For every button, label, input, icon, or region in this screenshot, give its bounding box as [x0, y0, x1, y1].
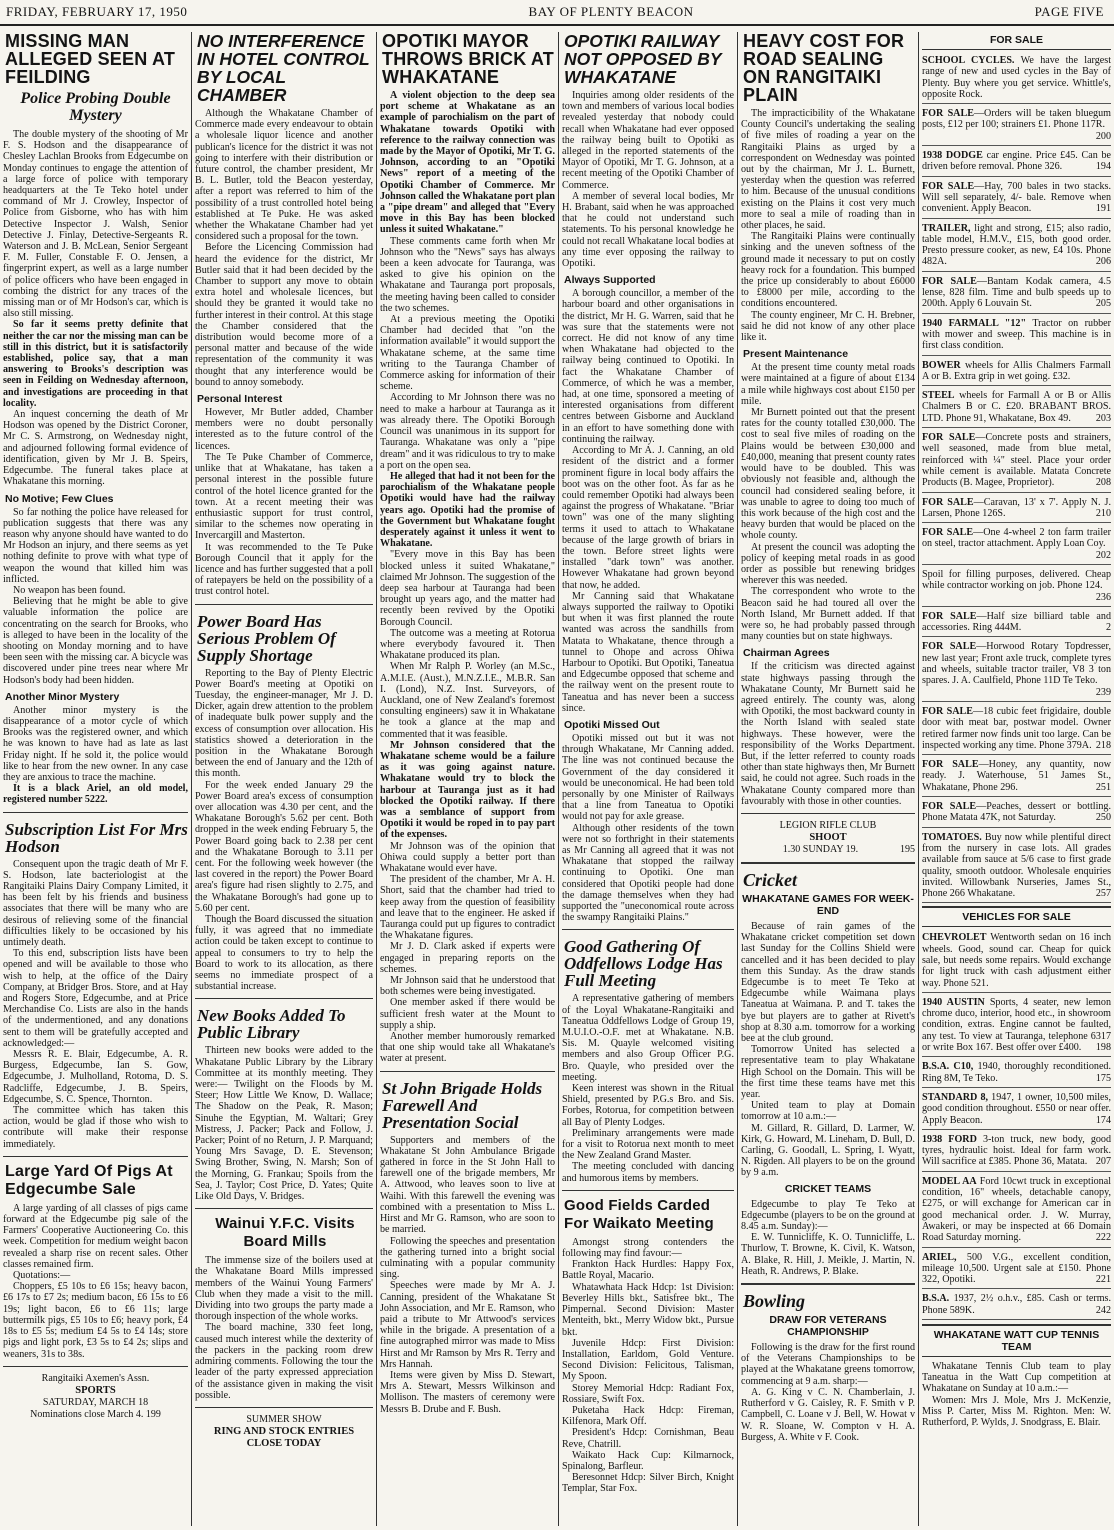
- article-paragraph: To this end, subscription lists have been opened and will be available to those who wish to help, at the office of the Dairy Company, at Bridger Bros. Store, and at Hay and Rogers Store, Edgecumbe, and at Price Merchandise Co. Lists are also in the hands of the undermentioned, and any donations sent to them will be gratefully accepted and acknowledged:—: [3, 948, 188, 1049]
- ad-text: Sports, 4 seater, new lemon chrome duco, interior, hood etc., in showroom condition, extras. Engine cannot be faulted, any test. To view at Tauranga, telephone 6317 or write Box 167. Best offer over £400.: [922, 996, 1111, 1054]
- headline-opotiki-mayor: OPOTIKI MAYOR THROWS BRICK AT WHAKATANE: [382, 32, 554, 87]
- article-paragraph: Preliminary arrangements were made for a visit to Rotorua next month to meet the New Zealand Grand Master.: [562, 1127, 734, 1162]
- ad-text: We have the largest range of new and used cycles in the Bay of Plenty. Buy where you get service. Whittle's, opposite Rock.: [922, 55, 1111, 100]
- article-paragraph: Amongst strong contenders the following may find favour:—: [562, 1236, 734, 1260]
- ad-number: 191: [1095, 203, 1111, 215]
- classified-ad: [922, 640, 1111, 701]
- headline-bowling: Bowling: [743, 1291, 806, 1312]
- subheading: Always Supported: [564, 274, 656, 287]
- headline-st-john: St John Brigade Holds Farewell And Presentation Social: [382, 1078, 543, 1132]
- article-paragraph: The county engineer, Mr C. H. Brebner, said he did not know of any other place like it.: [741, 309, 915, 344]
- article-paragraph: At the present time county metal roads were maintained at a figure of about £134 a mile while highways cost about £150 per mile.: [741, 362, 915, 407]
- ad-text: light and strong, £15; also radio, table model, H.M.V., £15, both good order. Presto pressure cooker, as new, £4 10s. Phone 482A.: [922, 222, 1111, 268]
- article-paragraph: The immense size of the boilers used at the Whakatane Board Mills impressed members of the Wainui Young Farmers' Club when they made a visit to the mill. Dividing into two groups the party made a thorough inspection of the whole works.: [195, 1255, 373, 1323]
- for-sale-list: [922, 54, 1111, 903]
- article-paragraph: Consequent upon the tragic death of Mr F. S. Hodson, late bacteriologist at the Rangitaiki Plains Dairy Company Limited, it has been felt by his friends and business associates that there will be many who are desirous of relieving some of the financial difficulties likely to be occasioned by his untimely death.: [3, 858, 188, 948]
- race-entry: Beresonnet Hdcp: Silver Birch, Knight Templar, Star Fox.: [562, 1472, 734, 1495]
- classified-ad: [922, 1133, 1111, 1172]
- ad-number: 251: [1095, 781, 1111, 793]
- ad-text: 1947, 1 owner, 10,500 miles, good condition throughout. £550 or near offer. Apply Beacon.: [922, 1091, 1111, 1126]
- article-paragraph: However, Mr Butler added, Chamber members were no doubt personally interested as to the future control of the licences.: [195, 407, 373, 452]
- ad-text: —Hay, 700 bales in two stacks. Will sell separately, 4/- bale. Remove when convenient. Apply Beacon.: [922, 180, 1111, 215]
- ad-number: 250: [1095, 812, 1111, 824]
- article-paragraph: The board machine, 330 feet long, caused much interest while the dexterity of the packers in the packing room drew admiring comments. Following the tour the leader of the party expressed appreciation of the assistance given in making the visit possible.: [195, 1322, 373, 1401]
- ad-number: 194: [1095, 161, 1111, 173]
- ad-keyword: FOR SALE: [922, 610, 977, 622]
- ad-keyword: BOWER: [922, 359, 961, 371]
- classified-ad: [922, 149, 1111, 177]
- article-paragraph: Messrs R. E. Blair, Edgecumbe, A. R. Burgess, Edgecumbe, Ian S. Gow, Edgecumbe, J. Mulholland, Rotoma, D. S. Radcliffe, Edgecumbe, J. B. Speirs, Edgecumbe, S. C. Spence, Thornton.: [3, 1049, 188, 1105]
- notice-line: CLOSE TODAY: [246, 1437, 322, 1449]
- divider: [3, 1156, 188, 1157]
- article-paragraph: Whakatane Tennis Club team to play Taneatua in the Watt Cup competition at Whakatane on Sunday at 10 a.m.:—: [922, 1361, 1111, 1395]
- ad-keyword: B.S.A.: [922, 1293, 950, 1305]
- article-paragraph: Another minor mystery is the disappearance of a motor cycle of which Brooks was the registered owner, and which he was known to have had as late as last Friday night. If he sold it, the police would like to hear from the new owner. In any case they are anxious to trace the machine.: [3, 704, 188, 783]
- headline-no-interference: NO INTERFERENCE IN HOTEL CONTROL BY LOCAL CHAMBER: [197, 32, 370, 105]
- article-paragraph: Although other residents of the town were not so forthright in their statements as Mr Canning all agreed that it was not Whakatane that stopped the railway continuing to Opotiki. One man considered that Opotiki people had done the damage themselves when they had supported the "uneconomical route across the swampy Rangitaiki Plains.": [562, 822, 734, 924]
- article-paragraph: Although the Whakatane Chamber of Commerce made every endeavour to obtain a wholesale liquor licence and another publican's licence for the district it was not going to interfere with their distribution or future control, the chamber president, Mr B. L. Butler, told the Beacon yesterday, after a report was referred to him of the possibility of a trust controlled hotel being established at Te Puke. He was asked whether the Whakatane Chamber had yet considered such a proposal for the town.: [195, 108, 373, 243]
- ad-keyword: 1940 FARMALL "12": [922, 317, 1027, 329]
- ad-text: —One 4-wheel 2 ton farm trailer on steel, tractor attachment. Apply Loan Coy.: [922, 527, 1111, 550]
- divider: [195, 1407, 373, 1408]
- ad-text: —Peaches, dessert or bottling. Phone Matata 47K, not Saturday.: [922, 801, 1112, 824]
- article-paragraph: These comments came forth when Mr Johnson who the "News" says has always been a keen advocate for Tauranga, was asked to give his opinion on the Whakatane and Tauranga port proposals, the meeting having been called to consider the two schemes.: [380, 235, 555, 314]
- article-paragraph: The Rangitaiki Plains were continually sinking and the uneven softness of the ground made it necessary to put on costly heavy rock for a foundation. This bumped the price up considerably to about £6000 to £8000 per mile, according to the conditions encountered.: [741, 231, 915, 310]
- article-paragraph: Thirteen new books were added to the Whakatane Public Library by the Library Committee at its monthly meeting. They were:— Twilight on the Floods by M. Steer; How Little We Know, D. Wallace; The Shadow on the Peak, R. Mason; Sinuhe the Egyptian, M. Waltari; Grey Mistress, J. Packer; Pack and Follow, J. Packer; Point of no Return, J. P. Marquand; Young Mrs Savage, D. E. Stevenson; Swing Brother, Swing, N. Marsh; Son of the Morning, G. Frankau; Spoils from the Sea, J. Taylor; Cost Price, D. Yates; Quite Like Old Days, V. Bridges.: [195, 1045, 373, 1203]
- article-paragraph: M. Gillard, R. Gillard, D. Larmer, W. Kirk, G. Howard, M. Lineham, D. Bull, D. Carling, G. Goodall, L. Spring, I. Wyatt, N. Rigden. All players to be on the ground by 9 a.m.: [741, 1122, 915, 1179]
- classified-ad: [922, 1091, 1111, 1130]
- article-paragraph: Following is the draw for the first round of the Veterans Championships to be played at the Whakatane greens tomorrow, commencing at 9 a.m. sharp:—: [741, 1342, 915, 1387]
- ad-text: —Caravan, 13' x 7'. Apply N. J. Larsen, Phone 126S.: [922, 496, 1111, 519]
- ad-number: 202: [1095, 549, 1111, 561]
- article-paragraph: The Te Puke Chamber of Commerce, unlike that at Whakatane, has taken a personal interest in the possible future control of the hotel licence granted for the town. At a recent meeting their was enthusiastic support for trust control, similar to the schemes now operating in Invercargill and Masterton.: [195, 451, 373, 542]
- article-paragraph: If the criticism was directed against state highways passing through the Whakatane County, Mr Burnett said he agreed entirely. The county was, along with Opotiki, the most backward county in the North Island with sealed state highways. These however, were the responsibility of the Works Department. But, if the letter referred to county roads other than state highways then, Mr Burnett said, he could not agree. Such roads in the Whakatane County compared more than favourably with those in other counties.: [741, 661, 915, 807]
- article-paragraph: It is a black Ariel, an old model, registered number 5222.: [3, 783, 188, 806]
- ad-text: —18 cubic feet frigidaire, double door with meat bar, postwar model. Owner retired farmer now finds unit too large. Can be inspected working any time. Phone 379A.: [922, 705, 1111, 751]
- column-2: [192, 32, 376, 1526]
- classified-ad: [922, 54, 1111, 104]
- ad-number: 174: [1095, 1114, 1111, 1126]
- article-paragraph: The outcome was a meeting at Rotorua where everybody favoured it. Then Whakatane produced its plan.: [380, 627, 555, 662]
- article-paragraph: For the week ended January 29 the Power Board area's excess of consumption over allocation was 4.30 per cent, and the Whakatane Borough's 5.62 per cent. Both dropped in the week ending February 5, the Power Board going back to 2.38 per cent and the Whakatane Borough to 3.11 per cent. For the following week however (the last covered in the report) the Power Board area's figure had risen slightly to 2.75, and the Whakatane Borough's had gone up to 5.60 per cent.: [195, 779, 373, 914]
- ad-number: 175: [1095, 1072, 1111, 1084]
- ad-text: car engine. Price £45. Can be driven before removal. Phone 326.: [922, 150, 1111, 173]
- article-paragraph: So far nothing the police have released for publication suggests that there was any reason why anyone should have wanted to do Mr Hodson an injury, and there seems as yet nothing definite to prove with what type of weapon the wound that killed him was inflicted.: [3, 506, 188, 585]
- article-paragraph: Items were given by Miss D. Stewart, Mrs A. Stewart, Messrs Wilkinson and Mollison. The masters of ceremony were Messrs B. Drube and F. Bush.: [380, 1369, 555, 1415]
- ad-keyword: TRAILER,: [922, 222, 971, 234]
- tennis-heading: WHAKATANE WATT CUP TENNIS TEAM: [922, 1324, 1111, 1357]
- classified-ad: [922, 389, 1111, 428]
- ad-number: 257: [1095, 888, 1111, 900]
- notice-line: SHOOT: [809, 831, 847, 843]
- classified-ad: [922, 758, 1111, 797]
- article-paragraph: Mr Johnson considered that the Whakatane scheme would be a failure as it was going against nature. Whakatane would try to block the harbour at Tauranga just as it had blocked the Opotiki railway. If there was a semblance of support from Opotiki it would be roped in to pay part of the expenses.: [380, 739, 555, 841]
- column-3: [377, 32, 558, 1526]
- divider: [195, 998, 373, 999]
- headline-cricket: Cricket: [743, 869, 797, 890]
- headline-wainui: Wainui Y.F.C. Visits Board Mills: [215, 1215, 355, 1251]
- masthead: [0, 0, 1114, 26]
- headline-power-board: Power Board Has Serious Problem Of Supply Shortage: [197, 611, 336, 665]
- headline-library: New Books Added To Public Library: [197, 1006, 346, 1043]
- classified-ad: [922, 831, 1111, 904]
- subheading: CRICKET TEAMS: [784, 1182, 872, 1195]
- ad-number: 2: [1105, 622, 1111, 634]
- race-entry: Waikato Hack Cup: Kilmarnock, Spinalong, Barfleur.: [562, 1449, 734, 1472]
- article-paragraph: An inquest concerning the death of Mr Hodson was opened by the District Coroner, Mr C. S. Armstrong, on Wednesday night, and adjourned following formal evidence of identification, given by Mr J. B. Speirs, Edgecumbe. The funeral takes place at Whakatane this morning.: [3, 409, 188, 488]
- article-paragraph: United team to play at Domain tomorrow at 10 a.m.:—: [741, 1100, 915, 1123]
- headline-road-sealing: HEAVY COST FOR ROAD SEALING ON RANGITAIKI PLAIN: [743, 32, 905, 105]
- article-paragraph: At present the council was adopting the policy of keeping metal roads in as good order as possible but renewing bridges wherever this was needed.: [741, 541, 915, 587]
- ad-number: 221: [1095, 1274, 1111, 1286]
- ad-text: —Horwood Rotary Topdresser, new last year; Front axle truck, complete tyres and wheels, suitable tractor trailer, V8 3 ton spares. J. A. Caulfield, Phone 11D Te Teko.: [922, 641, 1111, 687]
- ad-keyword: FOR SALE: [922, 641, 977, 653]
- article-paragraph: Another member humorously remarked that one ship would take all Whakatane's water at present.: [380, 1031, 555, 1065]
- classified-ad: [922, 931, 1111, 992]
- article-paragraph: Inquiries among older residents of the town and members of various local bodies revealed yesterday that nobody could recall when Whakatane had ever opposed the railway being built to Opotiki as alleged in the reported statements of the Mayor of Opotiki, Mr T. G. Johnson, at a recent meeting of the Opotiki Chamber of Commerce.: [562, 90, 734, 191]
- article-paragraph: Because of rain games of the Whakatane cricket competition set down last Sunday for the Collins Shield were cancelled and it has been decided to play them this Sunday. As the draw stands Edgecumbe is to meet Te Teko at Edgecumbe while Waimana plays Taneatua at Waimana. P. and T. takes the bye but players are to gather at Rivett's shop at 8.30 a.m. tomorrow for a working bee at the club ground.: [741, 920, 915, 1045]
- race-entry: Storey Memorial Hdcp: Radiant Fox, Rossiare, Swift Fox.: [562, 1382, 734, 1405]
- article-paragraph: Women: Mrs J. Mole, Mrs J. McKenzie, Miss P. Carter, Miss M. Righton. Men: W. Rutherford, P. Wylds, J. Snodgrass, E. Blair.: [922, 1394, 1111, 1429]
- ad-keyword: FOR SALE: [922, 432, 976, 444]
- article-paragraph: According to Mr Johnson there was no need to make a harbour at Tauranga as it was already there. The Opotiki Borough Council was unanimous in its support for Tauranga. Whakatane was only a "pipe dream" and it was ridiculous to try to make a port on the open sea.: [380, 392, 555, 471]
- subheading: WHAKATANE GAMES FOR WEEK-END: [742, 892, 914, 917]
- headline-missing-man: MISSING MAN ALLEGED SEEN AT FEILDING: [5, 32, 176, 87]
- notice-line: SATURDAY, MARCH 18: [42, 1396, 149, 1408]
- article-paragraph: So far it seems pretty definite that neither the car nor the missing man can be still in this district, but it is satisfactorily established, police say, that a man answering to Brooks's description was seen in Feilding on Wednesday afternoon, and investigations are proceeding in that locality.: [3, 319, 188, 409]
- divider: [3, 1366, 188, 1367]
- article-paragraph: The committee which has taken this action, would be glad if those who wish to contribute will make their response immediately.: [3, 1105, 188, 1150]
- ad-keyword: TOMATOES.: [922, 831, 982, 843]
- article-paragraph: Choppers, £5 10s to £6 15s; heavy bacon, £6 17s to £7 2s; medium bacon, £6 15s to £6 19s; light bacon, £6 to £6 11s; large buttermilk pigs, £5 10s to £6; heavy pork, £4 18s to £5 5s; medium £4 5s to £4 14s; store pigs and light pork, £3 5s to £4 2s; slips and weaners, 31s to 38s.: [3, 1281, 188, 1360]
- ad-text: Wentworth sedan on 16 inch wheels. Good, sound car. Cheap for quick sale, but needs some repairs. Would exchange for light truck with cash adjustment either way. Phone 521.: [922, 932, 1111, 989]
- classified-ad: [922, 526, 1111, 565]
- article-paragraph: "Every move in this Bay has been blocked unless it suited Whakatane," claimed Mr Johnson. The suggestion of the deep sea harbour at Tauranga had been brought up years ago, and the matter had recently been revived by the Opotiki Borough Council.: [380, 549, 555, 628]
- classified-ad: [922, 568, 1111, 607]
- article-paragraph: Reporting to the Bay of Plenty Electric Power Board's meeting at Opotiki on Tuesday, the engineer-manager, Mr J. D. Dicker, again drew attention to the problem of inadequate bulk power supply and the excess of consumption over allocation. His statistics showed a deterioration in the position in the Whakatane Borough between the end of January and the 12th of this month.: [195, 667, 373, 780]
- headline-waikato: Good Fields Carded For Waikato Meeting: [564, 1196, 714, 1232]
- article-paragraph: The meeting concluded with dancing and humorous items by members.: [562, 1161, 734, 1184]
- ad-keyword: 1938 FORD: [922, 1133, 977, 1145]
- ad-text: Ford 10cwt truck in exceptional condition, 16" wheels, detachable canopy, £275, or will exchange for American car in good mechanical order. J. W. Murray, Awakeri, or may be inspected at 66 Domain Road Saturday morning.: [922, 1175, 1112, 1244]
- subheading: No Motive; Few Clues: [5, 492, 114, 505]
- classified-ad: [922, 222, 1111, 272]
- vehicles-heading: VEHICLES FOR SALE: [922, 906, 1111, 927]
- notice-line: SUMMER SHOW: [246, 1413, 322, 1425]
- ad-text: 3-ton truck, new body, good tyres, hydraulic hoist. Ideal for farm work. Will sacrifice at £385. Phone 36, Matata.: [922, 1133, 1112, 1168]
- ad-number: 208: [1095, 477, 1111, 489]
- ad-keyword: FOR SALE: [922, 527, 974, 539]
- article-paragraph: Mr Johnson said that he understood that both schemes were being investigated.: [380, 975, 555, 998]
- ad-keyword: FOR SALE: [922, 275, 977, 287]
- divider: [3, 812, 188, 813]
- column-1: [0, 32, 191, 1526]
- ad-text: 1937, 2½ o.h.v., £85. Cash or terms. Phone 589K.: [922, 1293, 1111, 1316]
- race-entry: Juvenile Hdcp: First Division: Installation, Earldom, Gold Venture. Second Division: Felicitous, Talisman, My Spoon.: [562, 1337, 734, 1383]
- subhead-police-probing: Police Probing Double Mystery: [20, 90, 171, 124]
- divider: [562, 1190, 734, 1191]
- notice-line: SPORTS: [75, 1384, 116, 1396]
- ad-keyword: FOR SALE: [922, 759, 979, 771]
- ad-number: 198: [1095, 1042, 1111, 1054]
- ad-keyword: 1940 AUSTIN: [922, 996, 985, 1008]
- article-paragraph: A violent objection to the deep sea port scheme at Whakatane as an example of parochialism on the part of Whakatane towards Opotiki with reference to the railway connection was made by the Mayor of Opotiki, Mr T. G. Johnson, according to an "Opotiki News" report of a meeting of the Opotiki Chamber of Commerce. Mr Johnson called the Whakatane port plan a "pipe dream" and alleged that "Every move in this Bay has been blocked unless it suited Whakatane.": [380, 90, 555, 236]
- article-paragraph: Though the Board discussed the situation fully, it was agreed that no immediate action could be taken except to continue to appeal to consumers to try to help the Board to work to its allocation, as there seems no immediate prospect of a substantial increase.: [195, 914, 373, 993]
- ad-text: —Honey, any quantity, now ready. J. Waterhouse, 51 James St., Whakatane, Phone 296.: [922, 759, 1111, 793]
- divider: [741, 862, 915, 864]
- divider: [562, 929, 734, 930]
- article-paragraph: According to Mr A. J. Canning, an old resident of the district and a former prominent figure in local body affairs the boot was on the other foot. As far as he could remember Opotiki had always been against the progress of Whakatane. "Briar town" was one of the many slighting terms it used to attach to Whakatane because of the large growth of briars in the town. Before street lights were installed "dark town" was another. However Whakatane had grown beyond that now, he added.: [562, 445, 734, 591]
- ad-text: Buy now while plentiful direct from the nursery in case lots. All grades available from sauce at 5/6 case to first grade quality, smooth outdoor. Wholesale enquiries invited. Willowbank Nurseries, James St., Phone 266 Whakatane.: [922, 831, 1111, 900]
- classified-ad: [922, 1175, 1111, 1248]
- ad-keyword: CHEVROLET: [922, 932, 987, 944]
- ad-number: 236: [1095, 591, 1111, 603]
- article-paragraph: Supporters and members of the Whakatane St John Ambulance Brigade gathered in force in the St John Hall to farewell one of the brigade members, Mr A. Attwood, who leaves soon to live at Waihi. With this farewell the evening was combined with a presentation to Miss L. Hirst and Mr G. Ramson, who are soon to be married.: [380, 1134, 555, 1236]
- article-paragraph: A. G. King v C. N. Chamberlain, J. Rutherford v G. Caisley, R. F. Smith v P. Campbell, C. Loane v J. Bell, W. Howat v W. R. Sloane, W. Compton v H. A. Burgess, A. White v F. Cook.: [741, 1386, 915, 1443]
- for-sale-heading: FOR SALE: [922, 34, 1111, 50]
- ad-number: 203: [1095, 412, 1111, 424]
- article-paragraph: Quotations:—: [13, 1270, 71, 1282]
- race-entry: Frankton Hack Hurdles: Happy Fox, Battle Royal, Macario.: [562, 1259, 734, 1282]
- classified-ad: [922, 705, 1111, 755]
- article-paragraph: Believing that he might be able to give valuable information the police are concentrating on the search for Brooks, who is alleged to have been in the locality of the shooting on Monday morning and to have been seen with the missing car. A bicycle was discovered under pine trees near where Mr Hodson's body had been hidden.: [3, 596, 188, 686]
- ad-keyword: FOR SALE: [922, 108, 974, 120]
- ad-text: —Concrete posts and strainers, well seasoned, made from blue metal, reinforced with ¼" steel. Place your order while cement is available. Matata Concrete Products (B. Magee, Proprietor).: [922, 432, 1111, 489]
- notice-line: Rangitaiki Axemen's Assn.: [41, 1372, 150, 1384]
- ad-number: 218: [1095, 739, 1111, 751]
- race-entry: President's Hdcp: Cornishman, Beau Reve, Chatrill.: [562, 1427, 734, 1450]
- divider: [741, 813, 915, 814]
- notice-line: LEGION RIFLE CLUB: [779, 819, 877, 831]
- ad-keyword: FOR SALE: [922, 801, 977, 813]
- article-paragraph: Mr Canning said that Whakatane always supported the railway to Opotiki but when it was first planned the route wanted was across the sandhills from Matata to Whakatane, thence through a tunnel to Ohope and across Ohiwa Harbour to Opotiki. But Opotiki, Taneatua and Edgecumbe opposed that scheme and the railway went on the present route to Taneatua and has never been a success since.: [562, 590, 734, 714]
- classified-ad: [922, 1251, 1111, 1290]
- article-paragraph: Opotiki missed out but it was not through Whakatane, Mr Canning added. The line was not continued because the Government of the day considered it would be uneconomical. He had been told personally by one Minister of Railways that a line from Taneatua to Opotiki would not pay for axle grease.: [562, 732, 734, 823]
- article-paragraph: A representative gathering of members of the Loyal Whakatane-Rangitaiki and Taneatua Oddfellows Lodge of Group 19, M.U.I.O.-O.F. met at Whakatane. N.B. Sis. M. Quayle welcomed visiting members and also Group Officer P.G. Bro. Quayle, who presided over the meeting.: [562, 993, 734, 1083]
- ad-text: Spoil for filling purposes, delivered. Cheap while contractor working on job. Phone 124.: [922, 568, 1111, 592]
- article-paragraph: E. W. Tunnicliffe, K. O. Tunnicliffe, L. Thurlow, T. Browne, K. Civil, K. Watson, A. Blake, R. Hill, J. Meikle, J. Martin, N. Heath, R. Andrews, P. Blake.: [741, 1232, 915, 1277]
- ad-keyword: MODEL AA: [922, 1175, 977, 1187]
- masthead-title: BAY OF PLENTY BEACON: [528, 4, 694, 19]
- classified-ad: [922, 107, 1111, 146]
- column-6-classifieds: [919, 32, 1114, 1526]
- article-paragraph: Mr J. D. Clark asked if experts were engaged in preparing reports on the schemes.: [380, 941, 555, 975]
- subheading: Personal Interest: [197, 393, 283, 406]
- classified-ad: [922, 610, 1111, 638]
- ad-number: 200: [1095, 130, 1111, 142]
- ad-number: 210: [1095, 507, 1111, 519]
- article-paragraph: Mr Burnett pointed out that the present rates for the county totalled £30,000. The cost to seal five miles of roading on the Plains would be between £30,000 and £40,000, meaning that present county rates would have to be doubled. This was obviously not feasible and, although the council had considered sealing before, it was unable to agree to doing too much of this work because of the high cost and the heavy burden that would be placed on the whole county.: [741, 407, 915, 542]
- article-paragraph: The impracticibility of the Whakatane County Council's undertaking the sealing of five miles of roading a year on the Rangitaiki Plains as urged by a correspondent on Wednesday was pointed out by the chairman, Mr J. L. Burnett, yesterday when the question was referred to him. Because of the unusual conditions existing on the Plains it cost very much more to seal a mile of roading than in other places, he said.: [741, 108, 915, 232]
- ad-keyword: SCHOOL CYCLES.: [922, 55, 1015, 66]
- notice-line: RING AND STOCK ENTRIES: [213, 1425, 355, 1437]
- article-paragraph: Before the Licencing Commission had heard the evidence for the district, Mr Butler said that it had been decided by the Chamber to support any move to obtain extra hotel and wholesale licences, but should they be granted it would take no further interest in their control. At this stage the Chamber considered that the distribution would become more of a personal matter and because of the wide representation of the community it was thought that any interference would be bound to annoy somebody.: [195, 242, 373, 388]
- ad-text: wheels for Allis Chalmers Farmall A or B. Extra grip in wet going. £32.: [922, 359, 1111, 382]
- classified-ad: [922, 1292, 1111, 1320]
- subheading: Chairman Agrees: [743, 647, 830, 660]
- divider: [195, 1208, 373, 1209]
- masthead-date: FRIDAY, FEBRUARY 17, 1950: [6, 4, 188, 19]
- race-entry: Whatawhata Hack Hdcp: 1st Division: Beverley Hills bkt., Satisfree bkt., The Pimpernal. Second Division: Master Menteith, bkt., Merry Widow bkt., Pursue bkt.: [562, 1281, 734, 1338]
- ad-keyword: STEEL: [922, 390, 955, 402]
- article-paragraph: Keen interest was shown in the Ritual Shield, presented by P.G.s Bro. and Sis. Forbes, Rotorua, for competition between all Bay of Plenty Lodges.: [562, 1083, 734, 1128]
- headline-oddfellows: Good Gathering Of Oddfellows Lodge Has Full Meeting: [564, 937, 723, 991]
- notice-line: [741, 844, 915, 856]
- ad-text: 1940, thoroughly reconditioned. Ring 8M, Te Teko.: [922, 1061, 1111, 1084]
- article-paragraph: The president of the chamber, Mr A. H. Short, said that the chamber had tried to keep away from the question of feasibility and leave that to the engineer. He asked if Tauranga could put up figures to contradict the Whakatane figures.: [380, 874, 555, 942]
- divider: [741, 1283, 915, 1285]
- article-paragraph: A large yarding of all classes of pigs came forward at the Edgecumbe pig sale of the Farmers' Cooperative Auctioneering Co. this week. Competition for medium weight bacon revealed a sharp rise on recent sales. Other classes remained firm.: [3, 1202, 188, 1270]
- classified-ad: [922, 275, 1111, 314]
- classified-ad: [922, 359, 1111, 387]
- masthead-page: PAGE FIVE: [1034, 4, 1104, 19]
- classified-ad: [922, 1060, 1111, 1088]
- classified-ad: [922, 996, 1111, 1057]
- ad-number: 239: [1095, 686, 1111, 698]
- article-paragraph: One member asked if there would be sufficient fresh water at the Mount to supply a ship.: [380, 997, 555, 1031]
- ad-number: 207: [1095, 1156, 1111, 1168]
- article-paragraph: The correspondent who wrote to the Beacon said he had toured all over the North Island, Mr Burnett added. If that were so, he had probably passed through many counties but on state highways.: [741, 586, 915, 643]
- ad-text: wheels for Farmall A or B or Allis Chalmers B or C. £20. BRABANT BROS. LTD. Phone 91, Whakatane, Box 49.: [922, 390, 1111, 424]
- classified-ad: [922, 496, 1111, 524]
- article-paragraph: A borough councillor, a member of the harbour board and other organisations in the district, Mr H. G. Warren, said that he was sure that the statements were not correct. He did not know of any time when Whakatane had objected to the railway being continued to Opotiki. In fact the Whakatane Chamber of Commerce, of which he was a member, had, at one time, sponsored a meeting of interested organisations from different centres between Gisborne and Auckland in an effort to have something done with continuing the railway.: [562, 288, 734, 445]
- article-paragraph: Edgecumbe to play Te Teko at Edgecumbe (players to be on the ground at 8.45 a.m. Sunday):—: [741, 1198, 915, 1233]
- article-paragraph: Following the speeches and presentation the gathering turned into a bright social culminating with a popular community sing.: [380, 1235, 555, 1281]
- article-paragraph: When Mr Ralph P. Worley (an M.Sc., A.M.I.E. (Aust.), M.N.Z.I.E., M.B.R. San I. (Lond), N.Z. Inst. Surveyors, of Auckland, one of New Zealand's foremost consulting engineers) saw it in Whakatane he took a glance at the map and commented that it was feasible.: [380, 661, 555, 740]
- classified-ad: [922, 180, 1111, 219]
- ad-text: —Orders will be taken bluegum posts, £12 per 100; strainers £1. Phone 117R.: [922, 108, 1111, 131]
- ad-number: 242: [1095, 1304, 1111, 1316]
- ad-keyword: 1938 DODGE: [922, 150, 983, 162]
- classified-ad: [922, 431, 1111, 492]
- ad-text: 500 V.G., excellent condition, mileage 10,500. Urgent sale at £150. Phone 322, Opotiki.: [922, 1251, 1111, 1286]
- article-paragraph: No weapon has been found.: [13, 584, 126, 596]
- notice-time: 1.30 SUNDAY 19.: [782, 843, 859, 855]
- ad-keyword: STANDARD 8,: [922, 1091, 989, 1103]
- classified-ad: [922, 800, 1111, 828]
- divider: [380, 1071, 555, 1072]
- ad-number: 205: [1095, 298, 1111, 310]
- ad-text: —Half size billiard table and accessories. Ring 444M.: [922, 610, 1111, 634]
- headline-opotiki-railway: OPOTIKI RAILWAY NOT OPPOSED BY WHAKATANE: [564, 32, 722, 87]
- subheading: Opotiki Missed Out: [564, 718, 660, 731]
- headline-pigs: Large Yard Of Pigs At Edgecumbe Sale: [5, 1162, 173, 1198]
- article-paragraph: Mr Johnson was of the opinion that Ohiwa could supply a better port than Whakatane would ever have.: [380, 840, 555, 875]
- article-paragraph: The double mystery of the shooting of Mr F. S. Hodson and the disappearance of Chesley Lachlan Brooks from Edgecumbe on Monday continues to engage the attention of a large force of police with temporary headquarters at the Te Teko hotel under command of Mr J. Crowley, Inspector of Police from Gisborne, who has with him Detective Inspector J. Walsh, Senior Detective J. Finlay, Detective-Sergeants R. Waterson and J. B. McLean, Senior Sergeant F. M. Fuller, Constable F. O. Jensen, a fingerprint expert, as well as a large number of police officers who have been engaged in combing the district for any traces of the missing man or of Mr Hodson's car, which is also still missing.: [3, 129, 188, 320]
- article-paragraph: He alleged that had it not been for the parochialism of the Whakatane people Opotiki would have had the railway years ago. Opotiki had the promise of the Government but Whakatane fought desperately against it unless it went to Whakatane.: [380, 470, 555, 550]
- article-paragraph: Speeches were made by Mr A. J. Canning, president of the Whakatane St John Association, and Mr E. Ramson, who paid a tribute to Mr Attwood's services while in the brigade. A presentation of a fine autographed mirror was made to Miss Hirst and Mr Ramson by Mrs R. Terry and Mrs Hannah.: [380, 1280, 555, 1370]
- divider: [195, 604, 373, 605]
- ad-keyword: B.S.A. C10,: [922, 1061, 974, 1073]
- subheading: Present Maintenance: [743, 348, 849, 361]
- ad-number: 222: [1095, 1232, 1111, 1244]
- ad-keyword: ARIEL,: [922, 1251, 957, 1263]
- article-paragraph: At a previous meeting the Opotiki Chamber had decided that "on the information available" it would support the Whakatane scheme, at the same time writing to the Tauranga Chamber of Commerce asking for information of their scheme.: [380, 314, 555, 393]
- ad-number: 206: [1095, 256, 1111, 268]
- subheading: Another Minor Mystery: [5, 690, 120, 703]
- ad-keyword: FOR SALE: [922, 180, 975, 192]
- article-paragraph: A member of several local bodies, Mr H. Brabant, said when he was approached that he could not understand such statements. To his personal knowledge he could not recall Whakatane local bodies at any time ever opposing the railway to Opotiki.: [562, 190, 734, 270]
- vehicles-list: [922, 931, 1111, 1320]
- column-5: [738, 32, 918, 1526]
- race-entry: Puketaha Hack Hdcp: Fireman, Kilfenora, Mark Off.: [562, 1404, 734, 1428]
- column-4: [559, 32, 737, 1526]
- article-paragraph: It was recommended to the Te Puke Borough Council that it apply for the licence and has further suggested that a poll of ratepayers be held on the possibility of a trust control hotel.: [195, 541, 373, 598]
- ad-text: Tractor on rubber with mower and sweep. This machine is in first class condition.: [922, 317, 1112, 352]
- classified-ad: [922, 317, 1111, 356]
- ad-keyword: FOR SALE: [922, 705, 973, 717]
- article-paragraph: Tomorrow United has selected a representative team to play Whakatane High School on the Domain. This will be the first time these teams have met this year.: [741, 1044, 915, 1101]
- ad-text: —Bantam Kodak camera, 4.5 lense, 828 film. Time and bulb speeds up to 200th. Apply 6 Louvain St.: [922, 275, 1111, 310]
- notice-number: 195: [900, 843, 915, 855]
- subheading: DRAW FOR VETERANS CHAMPIONSHIP: [769, 1314, 887, 1339]
- headline-subscription: Subscription List For Mrs Hodson: [5, 819, 188, 856]
- notice-line: Nominations close March 4. 199: [30, 1408, 161, 1420]
- ad-keyword: FOR SALE: [922, 496, 974, 508]
